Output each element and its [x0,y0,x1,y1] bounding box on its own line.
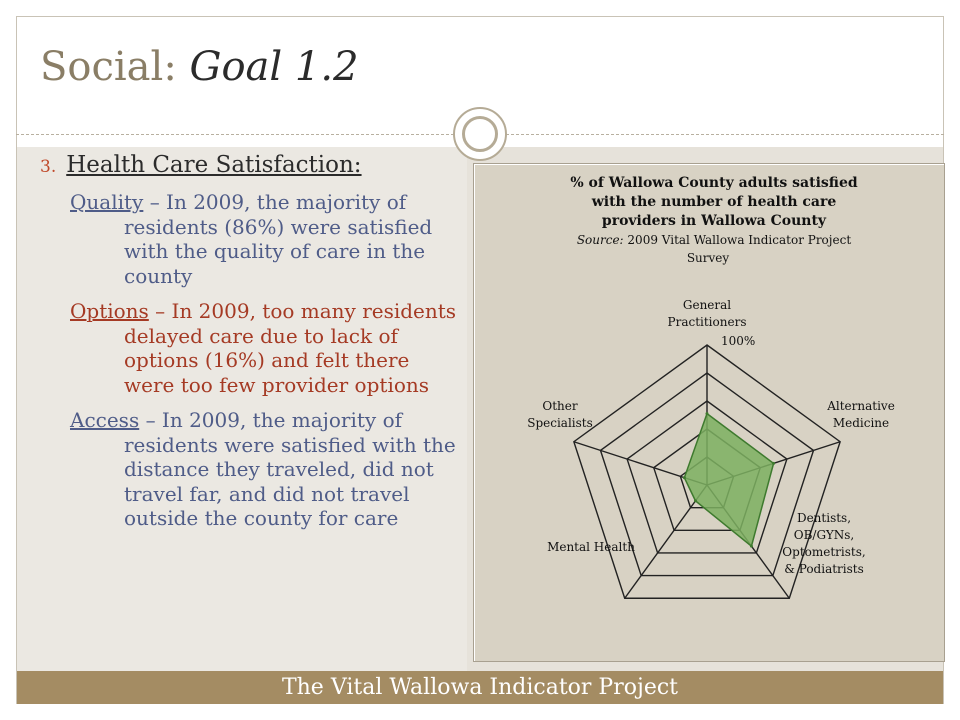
circle-ornament-inner [462,116,498,152]
radar-point-1 [772,462,775,465]
radar-series-area-0 [684,414,773,547]
radar-axis-label-2: Dentists, OB/GYNs, Optometrists, & Podiatrists [782,511,866,576]
radar-point-0 [706,412,709,415]
circle-ornament-icon [453,107,507,161]
chart-source-line-2: Survey [686,251,730,265]
radar-max-label: 100% [721,334,756,348]
chart-source-text: 2009 Vital Wallowa Indicator Project [623,233,852,247]
radar-axis-label-4: Other Specialists [527,399,593,430]
chart-source-line-1 [577,233,851,247]
radar-chart-svg [474,164,944,661]
radar-axis-label-0: General Practitioners [667,298,747,329]
text-options: – In 2009, too many residents delayed care due to lack of options (16%) and felt there were too few provider options [124,299,457,397]
section-number: 3. [40,157,57,177]
paragraph-options [40,299,460,397]
radar-series [683,412,775,548]
title-prefix: Social: [40,44,177,90]
radar-point-4 [683,476,686,479]
radar-point-2 [750,545,753,548]
term-quality: Quality [70,190,144,214]
chart-title-line-1: % of Wallowa County adults satisfied [570,175,858,191]
radar-point-3 [694,499,697,502]
radar-chart [473,163,945,662]
radar-axis-label-1: Alternative Medicine [827,399,895,430]
text-quality: – In 2009, the majority of residents (86%) were satisfied with the quality of care in the county [124,190,433,288]
radar-axis-label-3: Mental Health [547,540,635,554]
paragraph-quality [40,190,460,288]
paragraph-access [40,408,460,531]
footer-banner [17,671,943,704]
term-options: Options [70,299,149,323]
footer-text: The Vital Wallowa Indicator Project [281,675,679,700]
title-goal: Goal 1.2 [189,44,359,90]
section-heading [40,150,460,182]
text-access: – In 2009, the majority of residents were satisfied with the distance they traveled, did not travel far, and did not travel outside the county for care [124,408,456,530]
chart-title-line-2: with the number of health care [591,194,837,210]
section-title: Health Care Satisfaction: [66,152,362,178]
chart-source-label: Source: [576,233,624,247]
chart-title-line-3: providers in Wallowa County [601,213,827,229]
slide-title [40,44,359,90]
term-access: Access [70,408,140,432]
slide-content [40,150,460,531]
